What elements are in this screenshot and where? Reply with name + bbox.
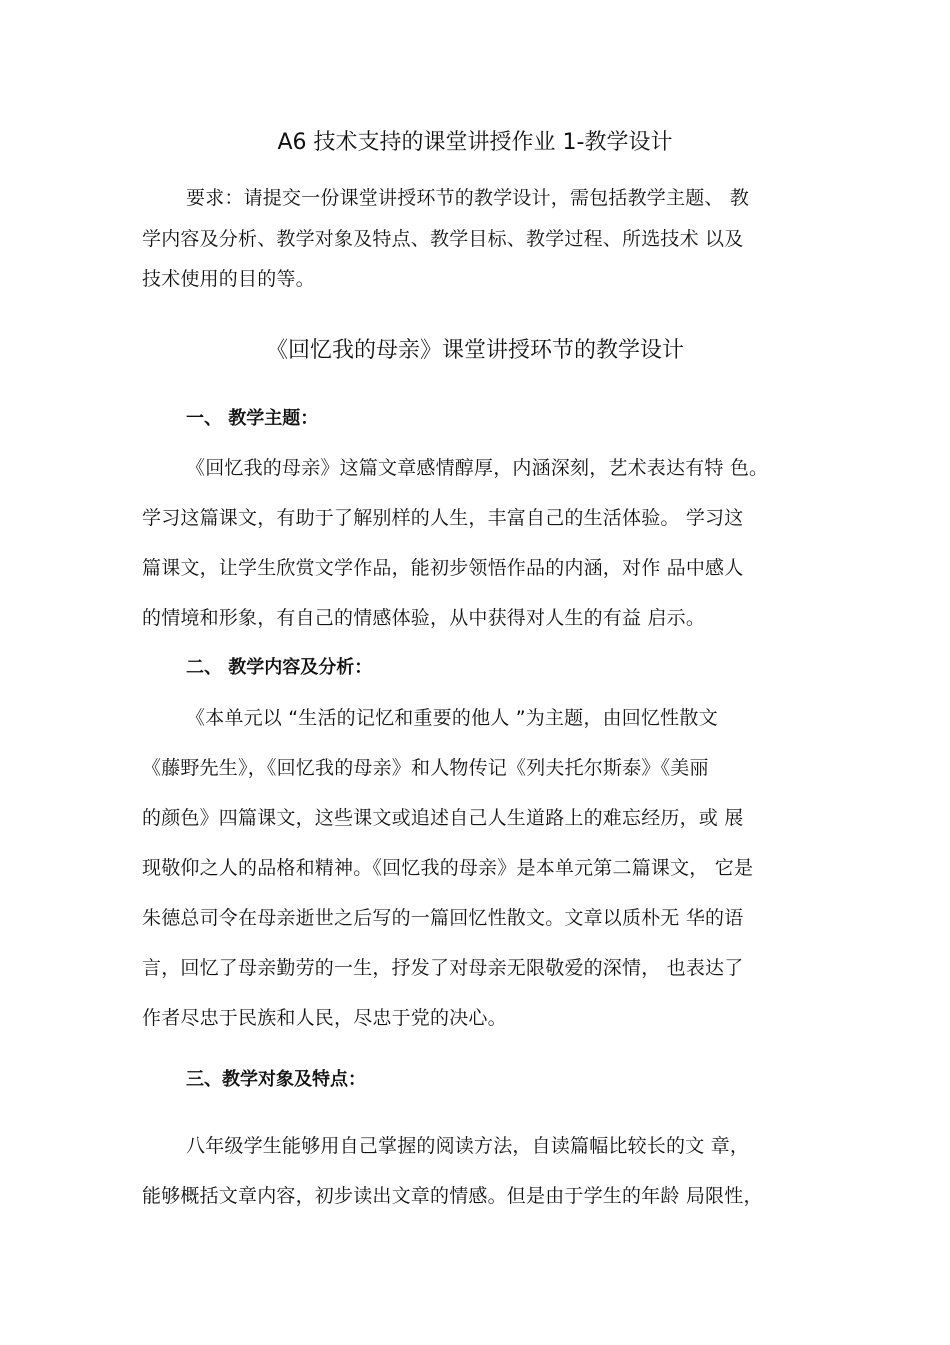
section2-line-4: 现敬仰之人的品格和精神。《回忆我的母亲》是本单元第二篇课文， 它是 — [142, 857, 754, 879]
requirement-line-2: 学内容及分析、教学对象及特点、教学目标、教学过程、所选技术 以及 — [142, 228, 744, 250]
section1-line-3: 篇课文，让学生欣赏文学作品，能初步领悟作品的内涵，对作 品中感人 — [142, 557, 744, 579]
section-heading-content-analysis: 二、 教学内容及分析： — [186, 657, 373, 678]
section-heading-teaching-objects: 三、教学对象及特点： — [186, 1069, 366, 1090]
section2-line-1: 《本单元以 “生活的记忆和重要的他人 ”为主题，由回忆性散文 — [186, 707, 718, 729]
section1-line-2: 学习这篇课文，有助于了解别样的人生，丰富自己的生活体验。 学习这 — [142, 507, 744, 529]
requirement-line-1: 要求：请提交一份课堂讲授环节的教学设计，需包括教学主题、 教 — [186, 187, 750, 209]
section3-line-2: 能够概括文章内容，初步读出文章的情感。但是由于学生的年龄 局限性， — [142, 1185, 763, 1207]
section2-line-7: 作者尽忠于民族和人民，尽忠于党的决心。 — [142, 1007, 507, 1029]
section1-line-1: 《回忆我的母亲》这篇文章感情醇厚，内涵深刻，艺术表达有特 色。 — [186, 457, 769, 479]
section2-line-6: 言，回忆了母亲勤劳的一生，抒发了对母亲无限敬爱的深情， 也表达了 — [142, 957, 744, 979]
section-heading-teaching-topic: 一、 教学主题： — [186, 408, 319, 429]
requirement-line-3: 技术使用的目的等。 — [142, 268, 315, 290]
design-title: 《回忆我的母亲》课堂讲授环节的教学设计 — [265, 338, 684, 363]
section2-line-3: 的颜色》四篇课文，这些课文或追述自己人生道路上的难忘经历，或 展 — [142, 807, 744, 829]
document-title: A6 技术支持的课堂讲授作业 1-教学设计 — [277, 130, 673, 155]
section3-line-1: 八年级学生能够用自己掌握的阅读方法，自读篇幅比较长的文 章， — [186, 1135, 750, 1157]
section1-line-4: 的情境和形象，有自己的情感体验，从中获得对人生的有益 启示。 — [142, 607, 706, 629]
section2-line-5: 朱德总司令在母亲逝世之后写的一篇回忆性散文。文章以质朴无 华的语 — [142, 907, 744, 929]
section2-line-2: 《藤野先生》，《回忆我的母亲》和人物传记《列夫托尔斯泰》《美丽 — [142, 757, 709, 779]
